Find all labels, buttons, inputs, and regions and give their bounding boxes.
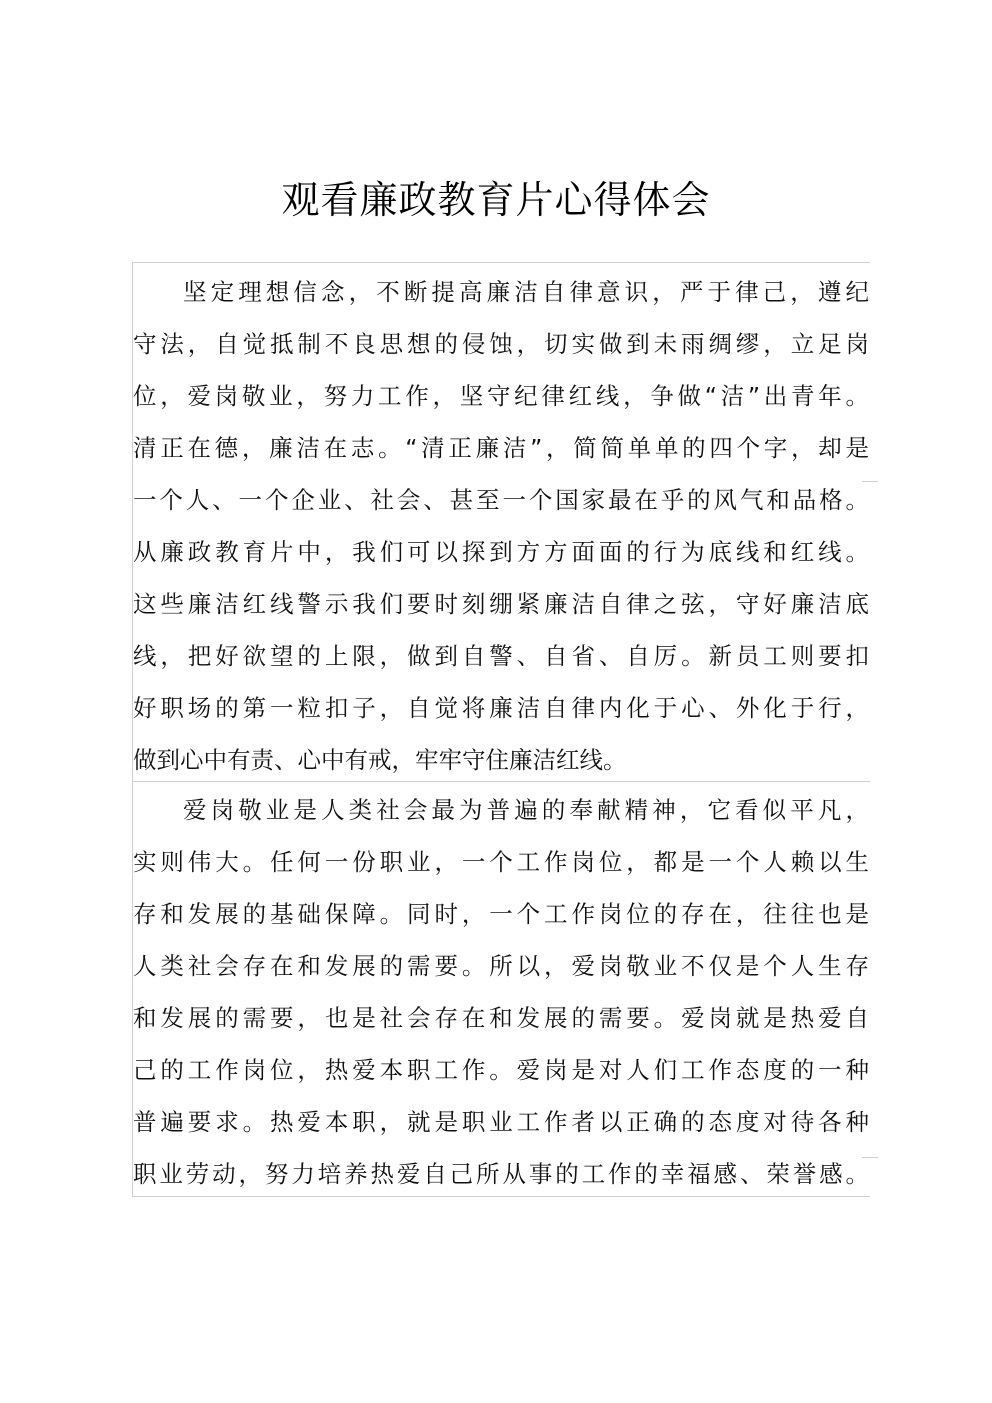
paragraph-line: 从廉政教育片中，我们可以探到方方面面的行为底线和红线。	[133, 538, 869, 566]
top-rule	[132, 262, 870, 263]
paragraph-line: 人类社会存在和发展的需要。所以，爱岗敬业不仅是个人生存	[133, 952, 869, 980]
paragraph-line: 做到心中有责、心中有戒，牢牢守住廉洁红线。	[133, 746, 627, 774]
paragraph-line: 职业劳动，努力培养热爱自己所从事的工作的幸福感、荣誉感。	[133, 1160, 869, 1188]
paragraph-line: 线，把好欲望的上限，做到自警、自省、自厉。新员工则要扣	[133, 642, 869, 670]
paragraph-line: 守法，自觉抵制不良思想的侵蚀，切实做到未雨绸缪，立足岗	[133, 330, 869, 358]
paragraph-1	[133, 266, 869, 786]
paragraph-line: 位，爱岗敬业，努力工作，坚守纪律红线，争做“洁”出青年。	[133, 382, 869, 410]
paragraph-line: 好职场的第一粒扣子，自觉将廉洁自律内化于心、外化于行，	[133, 694, 869, 722]
paragraph-line: 己的工作岗位，热爱本职工作。爱岗是对人们工作态度的一种	[133, 1056, 869, 1084]
paragraph-line: 和发展的需要，也是社会存在和发展的需要。爱岗就是热爱自	[133, 1004, 869, 1032]
paragraph-line: 一个人、一个企业、社会、甚至一个国家最在乎的风气和品格。	[133, 486, 869, 514]
paragraph-line: 这些廉洁红线警示我们要时刻绷紧廉洁自律之弦，守好廉洁底	[133, 590, 869, 618]
paragraph-line: 爱岗敬业是人类社会最为普遍的奉献精神，它看似平凡，	[183, 796, 869, 824]
paragraph-line: 普遍要求。热爱本职，就是职业工作者以正确的态度对待各种	[133, 1108, 869, 1136]
paragraph-line: 清正在德，廉洁在志。“清正廉洁”，简简单单的四个字，却是	[133, 434, 869, 462]
paragraph-line: 存和发展的基础保障。同时，一个工作岗位的存在，往往也是	[133, 900, 869, 928]
document-title: 观看廉政教育片心得体会	[281, 178, 711, 222]
paragraph-2	[133, 784, 869, 1200]
paragraph-line: 坚定理想信念，不断提高廉洁自律意识，严于律己，遵纪	[183, 278, 869, 306]
paragraph-line: 实则伟大。任何一份职业，一个工作岗位，都是一个人赖以生	[133, 848, 869, 876]
